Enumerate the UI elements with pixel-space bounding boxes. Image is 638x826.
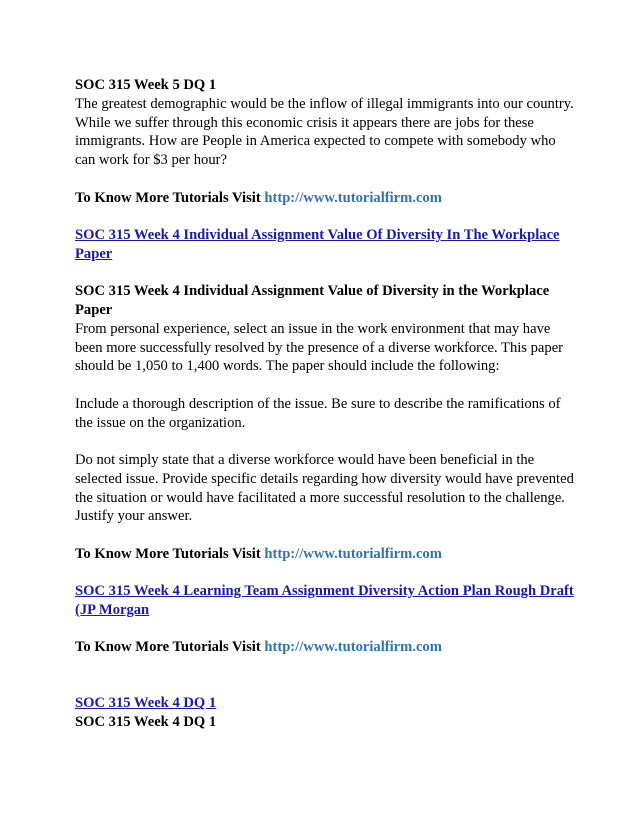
- visit-url-link[interactable]: http://www.tutorialfirm.com: [264, 189, 442, 206]
- visit-url-link[interactable]: http://www.tutorialfirm.com: [264, 639, 442, 656]
- dq5-title: SOC 315 Week 5 DQ 1: [75, 77, 217, 93]
- dq4-title: SOC 315 Week 4 DQ 1: [75, 714, 217, 731]
- learning-team-assignment-link[interactable]: SOC 315 Week 4 Learning Team Assignment Diversity Action Plan Rough Draft (JP Morgan: [75, 583, 574, 618]
- individual-assignment-title: SOC 315 Week 4 Individual Assignment Value of Diversity in the Workplace Paper: [75, 283, 550, 318]
- visit-line-3: [75, 638, 575, 657]
- individual-assignment-body: From personal experience, select an issue in the work environment that may have been more successfully resolved by the presence of a diverse workforce. This paper should be 1,050 to 1,400 words. The paper should include the following:: [75, 320, 564, 375]
- individual-assignment-paragraph-2: Include a thorough description of the issue. Be sure to describe the ramifications of the issue on the organization.: [75, 395, 561, 431]
- visit-label: To Know More Tutorials Visit: [75, 189, 261, 206]
- visit-label: To Know More Tutorials Visit: [75, 639, 261, 656]
- visit-line-1: [75, 189, 575, 208]
- dq4-link[interactable]: SOC 315 Week 4 DQ 1: [75, 695, 217, 712]
- document-page: [75, 76, 575, 732]
- dq5-body: The greatest demographic would be the inflow of illegal immigrants into our country. While we suffer through this economic crisis it appears there are jobs for these immigrants. How are People in America expected to compete with somebody who can work for $3 per hour?: [75, 95, 574, 169]
- individual-assignment-paragraph-3: Do not simply state that a diverse workforce would have been beneficial in the selected issue. Provide specific details regarding how diversity would have prevented the situation or would have facilitated a more successful resolution to the challenge. Justify your answer.: [75, 451, 574, 525]
- visit-line-2: [75, 545, 575, 564]
- visit-label: To Know More Tutorials Visit: [75, 545, 261, 562]
- individual-assignment-link[interactable]: SOC 315 Week 4 Individual Assignment Value Of Diversity In The Workplace Paper: [75, 226, 560, 262]
- visit-url-link[interactable]: http://www.tutorialfirm.com: [264, 545, 442, 562]
